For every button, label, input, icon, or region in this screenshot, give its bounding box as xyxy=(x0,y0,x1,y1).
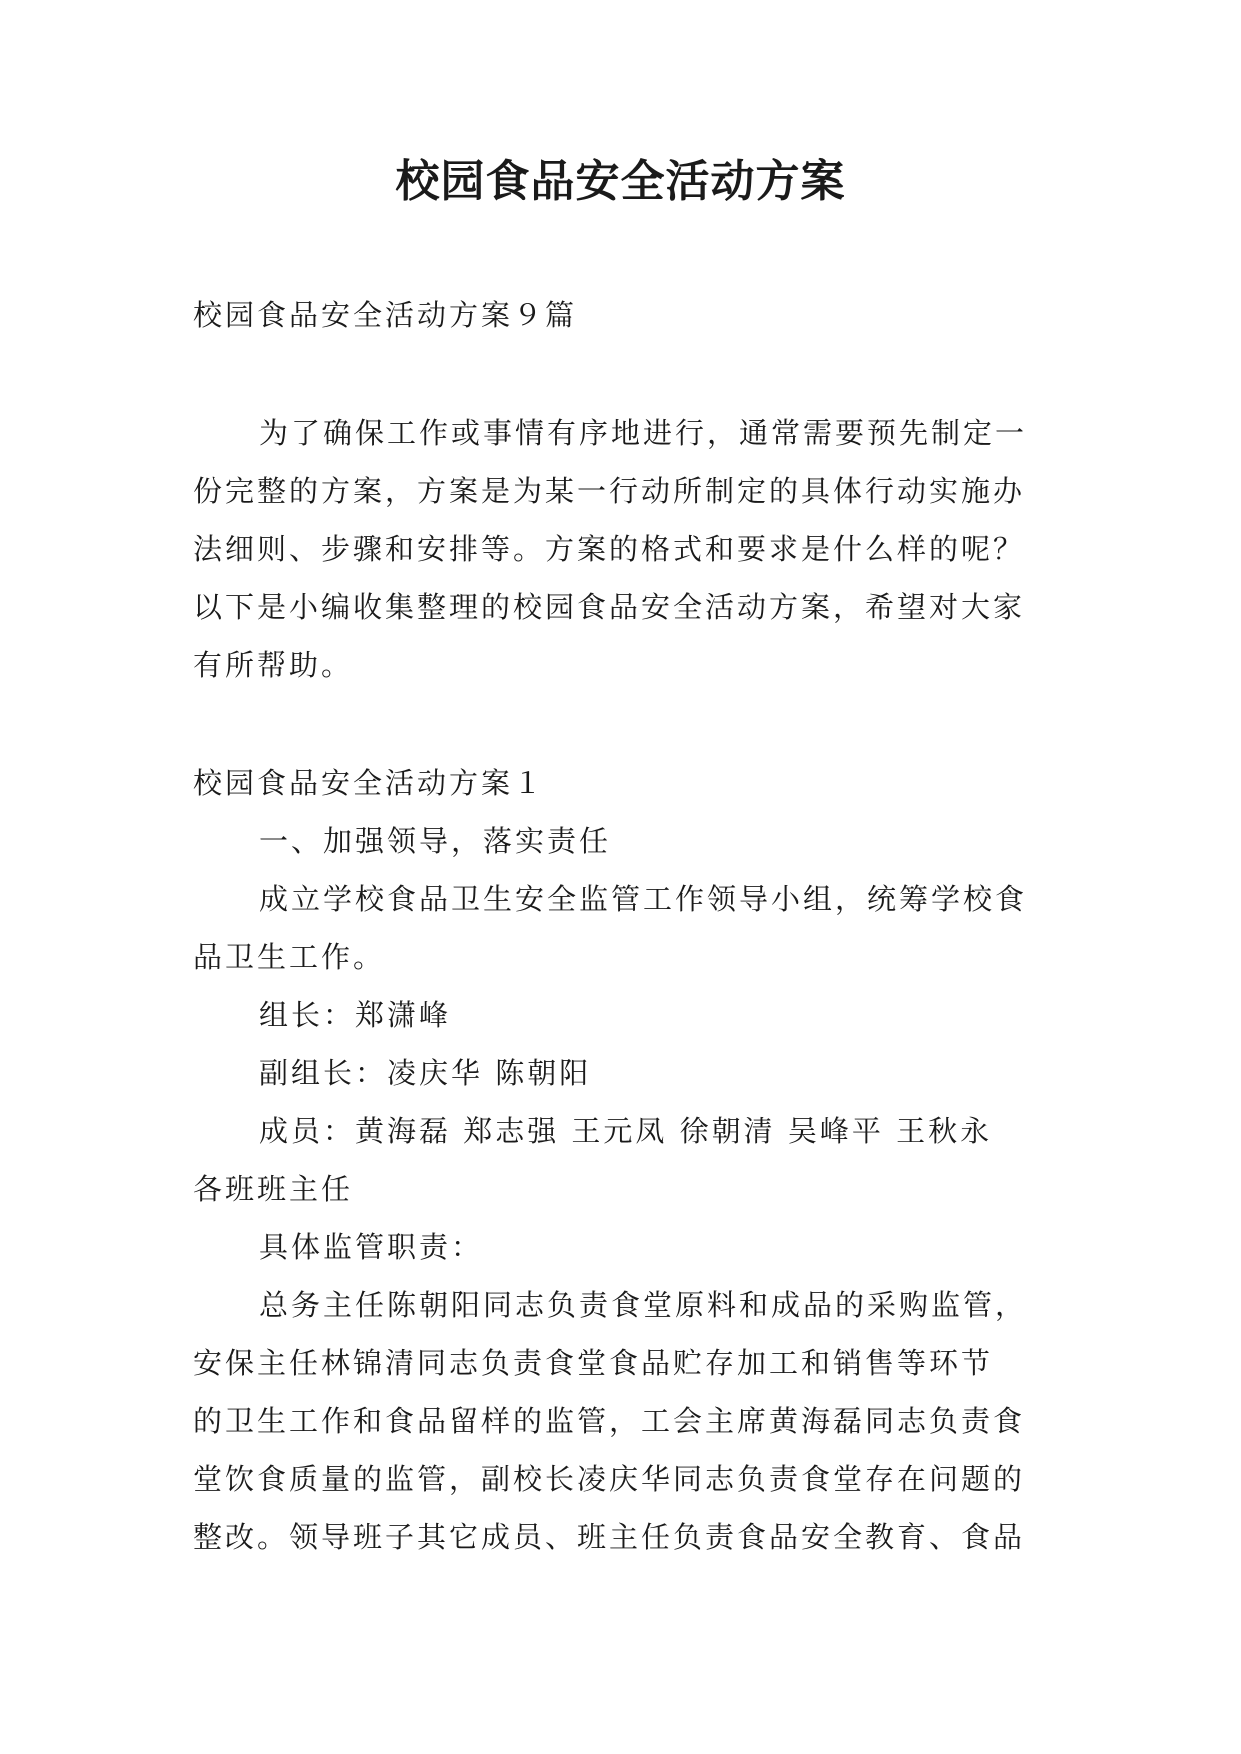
duties-line: 堂饮食质量的监管，副校长凌庆华同志负责食堂存在问题的 xyxy=(193,1462,1026,1496)
duties-line: 整改。领导班子其它成员、班主任负责食品安全教育、食品 xyxy=(193,1520,1026,1554)
point-heading: 一、加强领导，落实责任 xyxy=(259,824,612,858)
document-subtitle xyxy=(193,286,1053,344)
duties-line: 安保主任林锦清同志负责食堂食品贮存加工和销售等环节 xyxy=(193,1346,994,1380)
intro-line: 有所帮助。 xyxy=(193,648,354,682)
intro-line: 法细则、步骤和安排等。方案的格式和要求是什么样的呢？ xyxy=(193,532,1026,566)
members-line: 各班班主任 xyxy=(193,1172,354,1206)
document-title: 校园食品安全活动方案 xyxy=(395,156,846,207)
group-paragraph-line: 成立学校食品卫生安全监管工作领导小组，统筹学校食 xyxy=(259,882,1028,916)
section-heading: 校园食品安全活动方案１ xyxy=(193,766,546,800)
deputy-line: 副组长：凌庆华 陈朝阳 xyxy=(259,1056,592,1090)
subtitle-line: 校园食品安全活动方案９篇 xyxy=(193,298,578,332)
group-paragraph-line: 品卫生工作。 xyxy=(193,940,386,974)
duties-line: 总务主任陈朝阳同志负责食堂原料和成品的采购监管， xyxy=(259,1288,1028,1322)
intro-paragraph xyxy=(193,404,1053,694)
intro-line: 为了确保工作或事情有序地进行，通常需要预先制定一 xyxy=(259,416,1028,450)
leader-line: 组长：郑潇峰 xyxy=(259,998,452,1032)
duties-heading: 具体监管职责： xyxy=(259,1230,484,1264)
intro-line: 份完整的方案，方案是为某一行动所制定的具体行动实施办 xyxy=(193,474,1026,508)
intro-line: 以下是小编收集整理的校园食品安全活动方案，希望对大家 xyxy=(193,590,1026,624)
duties-line: 的卫生工作和食品留样的监管，工会主席黄海磊同志负责食 xyxy=(193,1404,1026,1438)
members-line: 成员：黄海磊 郑志强 王元凤 徐朝清 吴峰平 王秋永 xyxy=(259,1114,993,1148)
section-1 xyxy=(193,754,1053,1566)
